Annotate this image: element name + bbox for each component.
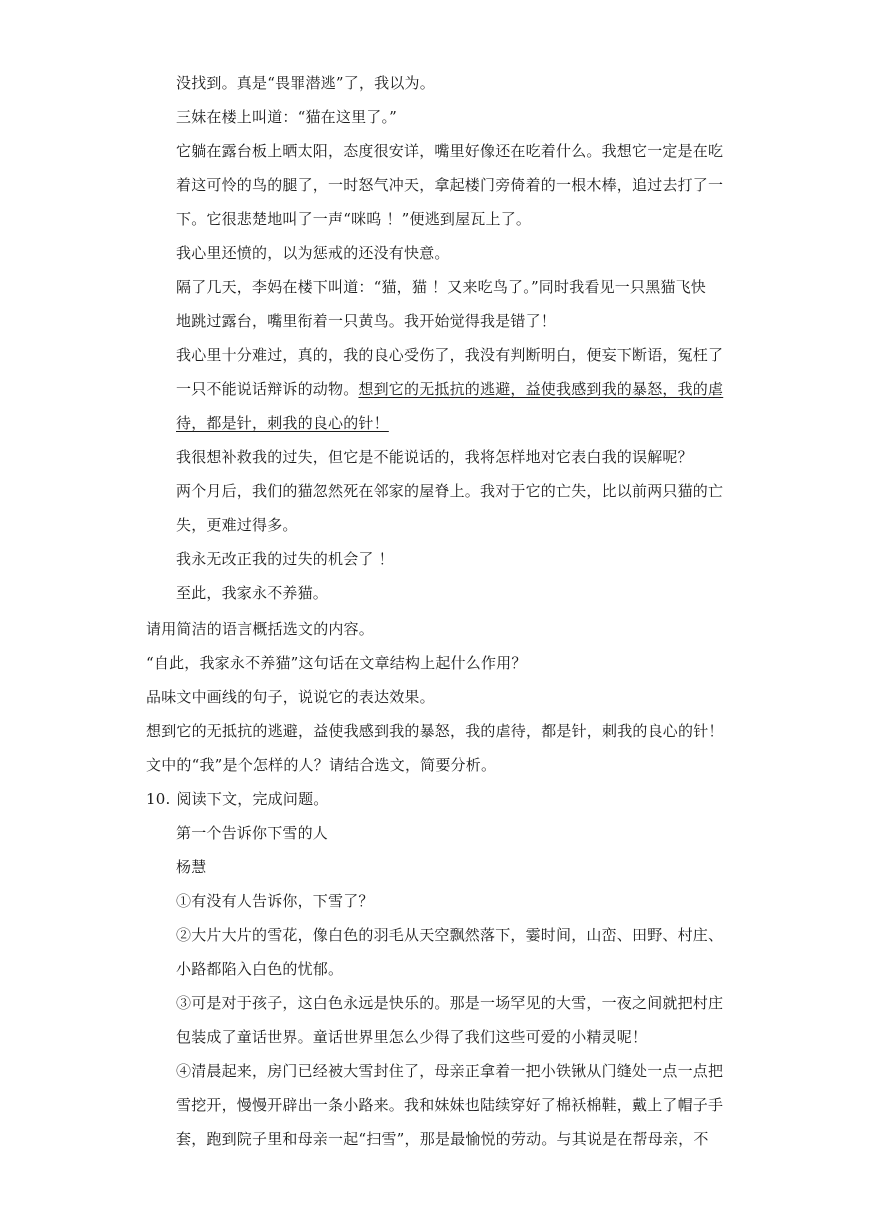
paragraph-line: 小路都陷入白色的忧郁。 (176, 960, 344, 978)
paragraph-line: 套，跑到院子里和母亲一起“扫雪”，那是最愉悦的劳动。与其说是在帮母亲，不 (176, 1130, 709, 1148)
quoted-sentence: 想到它的无抵抗的逃避，益使我感到我的暴怒，我的虐待，都是针，刺我的良心的针！ (146, 722, 724, 740)
paragraph-line (176, 379, 723, 399)
paragraph-line: 三妹在楼上叫道：“猫在这里了。” (176, 108, 398, 126)
paragraph-line: 两个月后，我们的猫忽然死在邻家的屋脊上。我对于它的亡失，比以前两只猫的亡 (176, 482, 724, 500)
article-title: 第一个告诉你下雪的人 (176, 824, 329, 842)
question-4: 文中的“我”是个怎样的人？请结合选文，简要分析。 (146, 756, 497, 774)
question-10-header (146, 789, 328, 809)
paragraph-line: ④清晨起来，房门已经被大雪封住了，母亲正拿着一把小铁锹从门缝处一点一点把 (176, 1062, 724, 1080)
paragraph-line: 我很想补救我的过失，但它是不能说话的，我将怎样地对它表白我的误解呢？ (176, 448, 693, 466)
paragraph-line: 雪挖开，慢慢开辟出一条小路来。我和妹妹也陆续穿好了棉袄棉鞋，戴上了帽子手 (176, 1096, 724, 1114)
paragraph-line: ②大片大片的雪花，像白色的羽毛从天空飘然落下，霎时间，山峦、田野、村庄、 (176, 926, 724, 944)
question-1: 请用简洁的语言概括选文的内容。 (146, 620, 375, 638)
paragraph-line: 我心里还愤的，以为惩戒的还没有快意。 (176, 244, 450, 262)
article-author: 杨慧 (176, 858, 207, 876)
underlined-sentence: 待，都是针，刺我的良心的针！ (176, 414, 389, 432)
underlined-sentence: 想到它的无抵抗的逃避，益使我感到我的暴怒，我的虐 (358, 380, 724, 398)
paragraph-line: 着这可怜的鸟的腿了，一时怒气冲天，拿起楼门旁倚着的一根木棒，追过去打了一 (176, 176, 724, 194)
paragraph-line: 包装成了童话世界。童话世界里怎么少得了我们这些可爱的小精灵呢！ (176, 1028, 648, 1046)
paragraph-line: 我心里十分难过，真的，我的良心受伤了，我没有判断明白，便妄下断语，冤枉了 (176, 346, 724, 364)
paragraph-line: 失，更难过得多。 (176, 516, 298, 534)
paragraph-line: 下。它很悲楚地叫了一声“咪呜 ！”便逃到屋瓦上了。 (176, 210, 532, 228)
paragraph-line: 它躺在露台板上晒太阳，态度很安详，嘴里好像还在吃着什么。我想它一定是在吃 (176, 142, 724, 160)
paragraph-line: 没找到。真是“畏罪潜逃”了，我以为。 (176, 74, 435, 92)
question-3: 品味文中画线的句子，说说它的表达效果。 (146, 688, 435, 706)
paragraph-line: ③可是对于孩子，这白色永远是快乐的。那是一场罕见的大雪，一夜之间就把村庄 (176, 994, 724, 1012)
paragraph-line: 我永无改正我的过失的机会了 ！ (176, 550, 394, 568)
paragraph-line: 地跳过露台，嘴里衔着一只黄鸟。我开始觉得我是错了！ (176, 312, 557, 330)
plain-text: 一只不能说话辩诉的动物。 (176, 380, 359, 398)
question-2: “自此，我家永不养猫”这句话在文章结构上起什么作用？ (146, 654, 527, 672)
paragraph-line: 至此，我家永不养猫。 (176, 584, 329, 602)
question-instruction: 阅读下文，完成问题。 (176, 790, 329, 808)
paragraph-line: ①有没有人告诉你，下雪了？ (176, 892, 374, 910)
paragraph-line: 隔了几天，李妈在楼下叫道：“猫，猫 ！又来吃鸟了。”同时我看见一只黑猫飞快 (176, 278, 707, 296)
question-number: 10. (146, 790, 171, 808)
